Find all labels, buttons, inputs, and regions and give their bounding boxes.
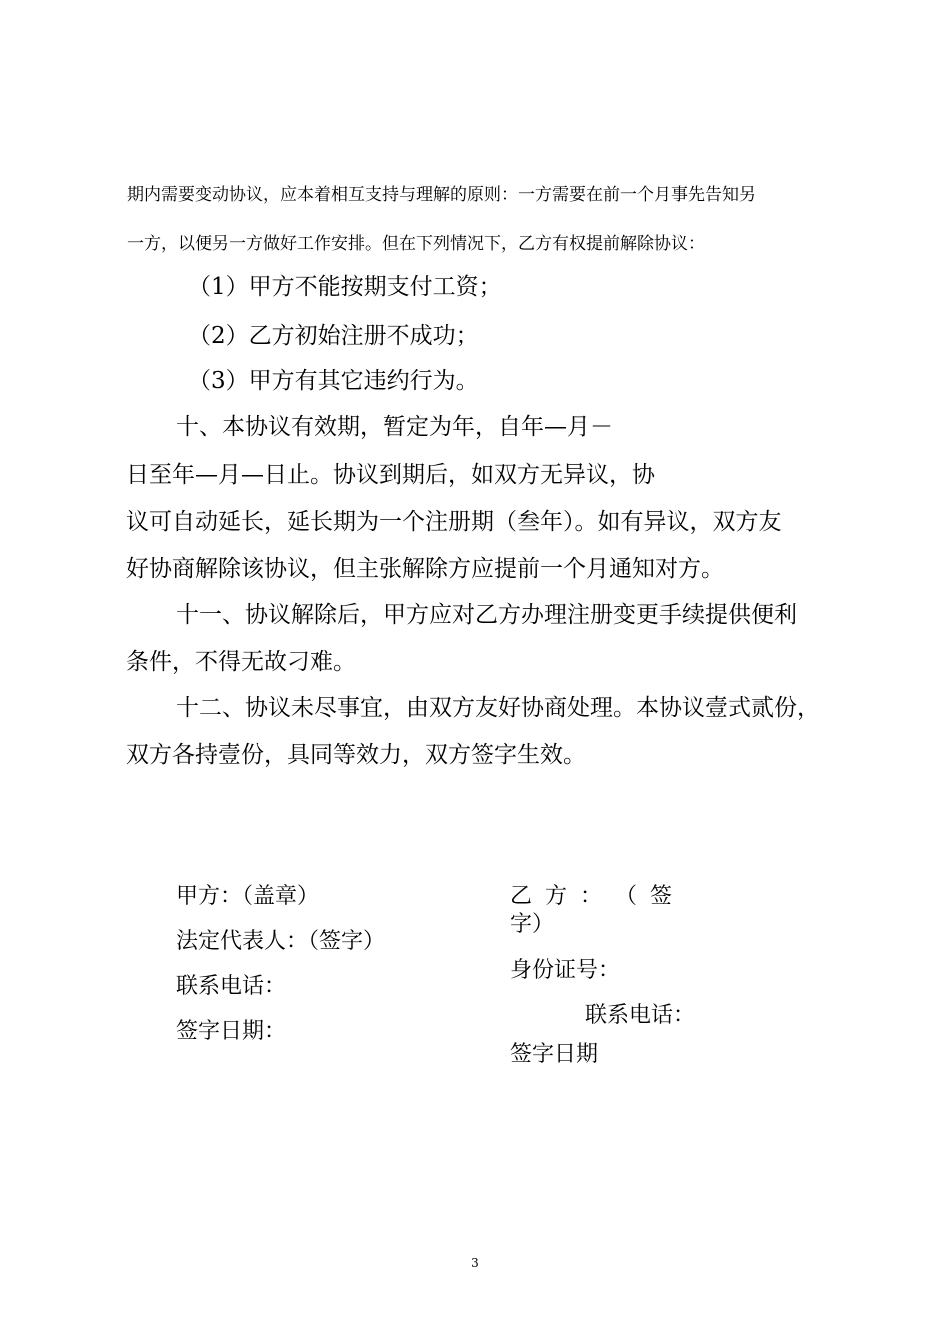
clause-10-line-1: 十、本协议有效期，暂定为年，自年—月－	[176, 414, 613, 440]
party-b-sign-label-wrap: 字）	[510, 912, 555, 937]
clause-11-line-1: 十一、协议解除后，甲方应对乙方办理注册变更手续提供便利	[176, 602, 797, 628]
condition-item-3: （3）甲方有其它违约行为。	[188, 368, 479, 394]
clause-10-line-3: 议可自动延长，延长期为一个注册期（叁年）。如有异议，双方友	[126, 509, 782, 535]
party-a-sign-date-label: 签字日期：	[176, 1019, 287, 1044]
clause-11-line-2: 条件，不得无故刁难。	[126, 649, 356, 675]
clause-10-line-4: 好协商解除该协议，但主张解除方应提前一个月通知对方。	[126, 556, 724, 582]
party-a-legal-rep-label: 法定代表人：（签字）	[176, 929, 386, 954]
party-b-id-number-label: 身份证号：	[510, 958, 621, 983]
clause-12-line-2: 双方各持壹份，具同等效力，双方签字生效。	[126, 742, 586, 768]
clause-12-line-1: 十二、协议未尽事宜，由双方友好协商处理。本协议壹式贰份，	[176, 695, 820, 721]
condition-item-1: （1）甲方不能按期支付工资；	[188, 274, 502, 300]
party-a-seal-label: 甲方：（盖章）	[176, 884, 320, 909]
party-b-phone-label: 联系电话：	[585, 1003, 696, 1028]
party-b-sign-date-label: 签字日期	[510, 1042, 599, 1067]
clause-10-line-2: 日至年—月—日止。协议到期后，如双方无异议，协	[126, 462, 655, 488]
page-number: 3	[471, 1256, 479, 1270]
paragraph-continuation-line-2: 一方，以便另一方做好工作安排。但在下列情况下，乙方有权提前解除协议：	[127, 234, 705, 254]
party-a-phone-label: 联系电话：	[176, 974, 287, 999]
party-b-sign-label: 乙 方 ： （ 签	[510, 884, 672, 909]
party-b-sign-date-clipped	[500, 1040, 800, 1067]
condition-item-2: （2）乙方初始注册不成功；	[188, 323, 479, 349]
paragraph-continuation-line-1: 期内需要变动协议，应本着相互支持与理解的原则：一方需要在前一个月事先告知另	[127, 185, 756, 205]
